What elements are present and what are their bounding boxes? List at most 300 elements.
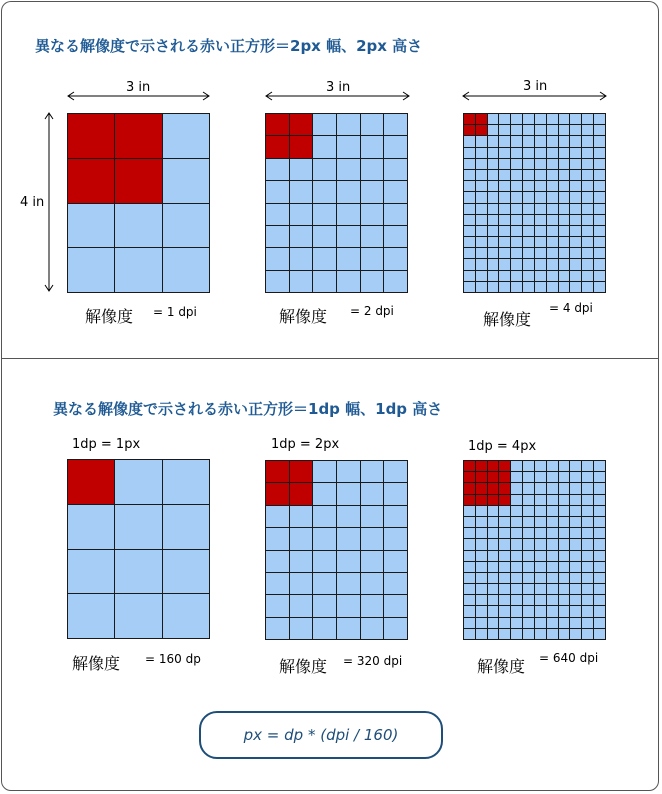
pixel-blue: [290, 595, 313, 616]
pixel-blue: [337, 551, 360, 572]
pixel-blue: [570, 148, 581, 158]
pixel-blue: [547, 551, 558, 561]
pixel-red: [464, 125, 475, 135]
formula-box: [199, 711, 443, 759]
pixel-red: [488, 461, 499, 471]
pixel-blue: [476, 528, 487, 538]
pixel-blue: [384, 595, 407, 616]
pixel-blue: [511, 606, 522, 616]
pixel-blue: [384, 226, 407, 247]
pixel-blue: [559, 181, 570, 191]
pixel-blue: [535, 170, 546, 180]
width-label-1: 3 in: [126, 80, 151, 95]
pixel-blue: [384, 551, 407, 572]
pixel-red: [488, 483, 499, 493]
pixel-red: [68, 460, 114, 504]
pixel-blue: [488, 606, 499, 616]
pixel-blue: [594, 472, 605, 482]
pixel-blue: [488, 125, 499, 135]
pixel-blue: [523, 170, 534, 180]
pixel-blue: [499, 215, 510, 225]
pixel-blue: [499, 204, 510, 214]
pixel-blue: [488, 181, 499, 191]
pixel-blue: [559, 170, 570, 180]
pixel-blue: [582, 282, 593, 292]
pixel-blue: [464, 282, 475, 292]
pixel-blue: [559, 461, 570, 471]
pixel-blue: [523, 528, 534, 538]
pixel-blue: [594, 125, 605, 135]
pixel-blue: [499, 517, 510, 527]
dpi-label-4: = 160 dp: [145, 652, 201, 666]
pixel-blue: [361, 506, 384, 527]
pixel-blue: [499, 248, 510, 258]
pixel-blue: [559, 472, 570, 482]
pixel-blue: [266, 528, 289, 549]
pixel-blue: [559, 584, 570, 594]
pixel-blue: [488, 506, 499, 516]
pixel-blue: [266, 551, 289, 572]
pixel-blue: [499, 282, 510, 292]
pixel-blue: [337, 271, 360, 292]
pixel-blue: [476, 517, 487, 527]
pixel-red: [464, 461, 475, 471]
pixel-blue: [290, 506, 313, 527]
pixel-blue: [594, 271, 605, 281]
pixel-blue: [361, 136, 384, 157]
pixel-blue: [535, 282, 546, 292]
pixel-blue: [594, 506, 605, 516]
pixel-blue: [511, 472, 522, 482]
pixel-blue: [582, 483, 593, 493]
pixel-blue: [361, 114, 384, 135]
pixel-blue: [582, 148, 593, 158]
pixel-blue: [582, 584, 593, 594]
pixel-blue: [559, 528, 570, 538]
pixel-blue: [570, 259, 581, 269]
pixel-blue: [594, 114, 605, 124]
pixel-blue: [464, 136, 475, 146]
pixel-blue: [559, 517, 570, 527]
resolution-word-2: 解像度: [279, 307, 328, 326]
pixel-blue: [511, 248, 522, 258]
pixel-blue: [488, 584, 499, 594]
pixel-blue: [559, 114, 570, 124]
pixel-blue: [582, 606, 593, 616]
resolution-word-1: 解像度: [85, 307, 134, 326]
pixel-blue: [361, 248, 384, 269]
pixel-blue: [570, 204, 581, 214]
pixel-blue: [361, 595, 384, 616]
pixel-blue: [476, 282, 487, 292]
pixel-blue: [523, 472, 534, 482]
pixel-blue: [361, 181, 384, 202]
pixel-blue: [582, 226, 593, 236]
pixel-blue: [290, 226, 313, 247]
pixel-red: [290, 461, 313, 482]
pixel-blue: [476, 215, 487, 225]
pixel-blue: [523, 483, 534, 493]
pixel-blue: [547, 517, 558, 527]
width-label-2: 3 in: [326, 80, 351, 95]
pixel-blue: [384, 114, 407, 135]
pixel-blue: [582, 472, 593, 482]
pixel-blue: [511, 551, 522, 561]
pixel-red: [266, 461, 289, 482]
pixel-blue: [570, 136, 581, 146]
pixel-blue: [476, 237, 487, 247]
pixel-blue: [361, 551, 384, 572]
pixel-blue: [163, 114, 209, 158]
pixel-red: [476, 125, 487, 135]
pixel-blue: [523, 215, 534, 225]
pixel-red: [290, 483, 313, 504]
pixel-blue: [594, 204, 605, 214]
pixel-blue: [511, 159, 522, 169]
pixel-blue: [290, 528, 313, 549]
pixel-blue: [594, 148, 605, 158]
pixel-blue: [582, 248, 593, 258]
pixel-blue: [313, 551, 336, 572]
pixel-blue: [361, 271, 384, 292]
pixel-blue: [523, 629, 534, 639]
pixel-blue: [488, 629, 499, 639]
pixel-blue: [523, 461, 534, 471]
pixel-blue: [511, 170, 522, 180]
pixel-red: [499, 483, 510, 493]
pixel-blue: [476, 170, 487, 180]
pixel-blue: [476, 562, 487, 572]
pixel-blue: [511, 259, 522, 269]
pixel-blue: [476, 192, 487, 202]
pixel-blue: [499, 271, 510, 281]
pixel-blue: [559, 148, 570, 158]
pixel-blue: [570, 125, 581, 135]
pixel-blue: [594, 215, 605, 225]
pixel-blue: [547, 282, 558, 292]
pixel-blue: [313, 159, 336, 180]
pixel-blue: [559, 606, 570, 616]
pixel-blue: [535, 472, 546, 482]
pixel-blue: [523, 551, 534, 561]
pixel-blue: [582, 271, 593, 281]
grid-160dpi: [67, 459, 210, 639]
pixel-blue: [594, 159, 605, 169]
pixel-blue: [313, 573, 336, 594]
pixel-blue: [313, 528, 336, 549]
pixel-blue: [361, 461, 384, 482]
pixel-blue: [511, 539, 522, 549]
pixel-blue: [266, 573, 289, 594]
pixel-blue: [337, 226, 360, 247]
pixel-blue: [499, 606, 510, 616]
pixel-blue: [68, 594, 114, 638]
resolution-word-4: 解像度: [72, 654, 121, 673]
pixel-blue: [488, 562, 499, 572]
pixel-blue: [488, 282, 499, 292]
pixel-blue: [547, 125, 558, 135]
pixel-blue: [313, 226, 336, 247]
pixel-blue: [266, 226, 289, 247]
pixel-blue: [559, 573, 570, 583]
pixel-blue: [559, 483, 570, 493]
pixel-blue: [535, 595, 546, 605]
pixel-blue: [582, 136, 593, 146]
pixel-blue: [511, 528, 522, 538]
pixel-blue: [163, 204, 209, 248]
pixel-blue: [499, 539, 510, 549]
pixel-blue: [499, 170, 510, 180]
pixel-blue: [499, 528, 510, 538]
pixel-blue: [476, 248, 487, 258]
pixel-blue: [547, 271, 558, 281]
pixel-red: [476, 483, 487, 493]
pixel-blue: [535, 618, 546, 628]
pixel-blue: [535, 562, 546, 572]
pixel-blue: [511, 114, 522, 124]
pixel-blue: [476, 181, 487, 191]
pixel-blue: [337, 248, 360, 269]
pixel-blue: [488, 551, 499, 561]
pixel-blue: [266, 159, 289, 180]
pixel-blue: [464, 271, 475, 281]
pixel-blue: [582, 170, 593, 180]
pixel-blue: [535, 506, 546, 516]
pixel-blue: [523, 192, 534, 202]
pixel-blue: [115, 594, 161, 638]
pixel-blue: [570, 114, 581, 124]
pixel-blue: [313, 271, 336, 292]
pixel-blue: [488, 271, 499, 281]
pixel-blue: [384, 159, 407, 180]
pixel-blue: [266, 595, 289, 616]
pixel-blue: [499, 584, 510, 594]
pixel-blue: [594, 573, 605, 583]
pixel-blue: [559, 495, 570, 505]
pixel-blue: [384, 506, 407, 527]
pixel-blue: [361, 483, 384, 504]
pixel-blue: [582, 181, 593, 191]
pixel-blue: [547, 595, 558, 605]
pixel-blue: [464, 215, 475, 225]
pixel-red: [266, 483, 289, 504]
pixel-blue: [488, 573, 499, 583]
pixel-blue: [535, 215, 546, 225]
pixel-blue: [361, 204, 384, 225]
pixel-blue: [559, 629, 570, 639]
pixel-blue: [266, 181, 289, 202]
pixel-blue: [499, 114, 510, 124]
pixel-blue: [535, 204, 546, 214]
pixel-blue: [535, 148, 546, 158]
pixel-blue: [476, 136, 487, 146]
pixel-blue: [523, 204, 534, 214]
pixel-blue: [476, 584, 487, 594]
pixel-blue: [547, 539, 558, 549]
pixel-blue: [547, 528, 558, 538]
pixel-blue: [535, 259, 546, 269]
top-title: 異なる解像度で示される赤い正方形＝2px 幅、2px 高さ: [35, 37, 423, 55]
pixel-blue: [499, 618, 510, 628]
pixel-blue: [582, 539, 593, 549]
pixel-blue: [488, 215, 499, 225]
pixel-blue: [570, 517, 581, 527]
pixel-blue: [582, 204, 593, 214]
pixel-blue: [476, 226, 487, 236]
pixel-blue: [115, 204, 161, 248]
pixel-blue: [464, 204, 475, 214]
pixel-blue: [547, 461, 558, 471]
pixel-red: [266, 136, 289, 157]
pixel-blue: [570, 562, 581, 572]
pixel-blue: [582, 517, 593, 527]
pixel-red: [476, 495, 487, 505]
pixel-blue: [547, 148, 558, 158]
pixel-blue: [337, 204, 360, 225]
pixel-blue: [464, 517, 475, 527]
pixel-blue: [384, 248, 407, 269]
ratio-label-3: 1dp = 4px: [468, 439, 537, 454]
pixel-blue: [594, 282, 605, 292]
pixel-blue: [511, 629, 522, 639]
pixel-blue: [559, 136, 570, 146]
pixel-blue: [570, 271, 581, 281]
pixel-blue: [547, 159, 558, 169]
pixel-blue: [488, 192, 499, 202]
pixel-blue: [290, 618, 313, 639]
pixel-blue: [464, 618, 475, 628]
pixel-blue: [313, 181, 336, 202]
pixel-blue: [523, 136, 534, 146]
pixel-blue: [570, 226, 581, 236]
pixel-blue: [547, 192, 558, 202]
pixel-blue: [559, 539, 570, 549]
pixel-blue: [511, 237, 522, 247]
height-arrow: [43, 112, 55, 292]
pixel-red: [290, 114, 313, 135]
pixel-blue: [290, 204, 313, 225]
ratio-label-2: 1dp = 2px: [271, 437, 340, 452]
pixel-blue: [582, 595, 593, 605]
pixel-blue: [547, 483, 558, 493]
pixel-blue: [313, 204, 336, 225]
pixel-blue: [384, 461, 407, 482]
pixel-red: [290, 136, 313, 157]
pixel-blue: [163, 159, 209, 203]
pixel-blue: [570, 495, 581, 505]
pixel-blue: [313, 461, 336, 482]
pixel-blue: [476, 618, 487, 628]
pixel-blue: [523, 539, 534, 549]
pixel-blue: [594, 562, 605, 572]
pixel-blue: [290, 551, 313, 572]
pixel-blue: [570, 282, 581, 292]
pixel-blue: [464, 192, 475, 202]
pixel-blue: [499, 159, 510, 169]
pixel-blue: [476, 506, 487, 516]
pixel-blue: [290, 248, 313, 269]
pixel-blue: [68, 248, 114, 292]
pixel-blue: [535, 539, 546, 549]
pixel-blue: [559, 192, 570, 202]
pixel-blue: [547, 573, 558, 583]
pixel-blue: [523, 562, 534, 572]
pixel-blue: [337, 483, 360, 504]
pixel-blue: [163, 505, 209, 549]
dpi-label-6: = 640 dpi: [539, 651, 599, 665]
pixel-blue: [594, 618, 605, 628]
pixel-blue: [582, 573, 593, 583]
pixel-blue: [535, 483, 546, 493]
pixel-blue: [464, 259, 475, 269]
pixel-blue: [313, 248, 336, 269]
pixel-blue: [488, 170, 499, 180]
pixel-blue: [582, 506, 593, 516]
pixel-blue: [535, 248, 546, 258]
pixel-blue: [582, 114, 593, 124]
pixel-blue: [488, 237, 499, 247]
pixel-blue: [523, 584, 534, 594]
pixel-blue: [464, 181, 475, 191]
pixel-blue: [488, 226, 499, 236]
pixel-blue: [499, 192, 510, 202]
pixel-blue: [115, 460, 161, 504]
pixel-blue: [511, 506, 522, 516]
pixel-blue: [313, 114, 336, 135]
pixel-blue: [535, 551, 546, 561]
pixel-red: [464, 483, 475, 493]
pixel-blue: [476, 204, 487, 214]
pixel-blue: [476, 271, 487, 281]
pixel-blue: [361, 226, 384, 247]
pixel-blue: [570, 472, 581, 482]
pixel-blue: [582, 461, 593, 471]
pixel-red: [464, 472, 475, 482]
pixel-blue: [559, 282, 570, 292]
pixel-blue: [570, 192, 581, 202]
pixel-blue: [570, 483, 581, 493]
pixel-blue: [499, 551, 510, 561]
pixel-blue: [499, 506, 510, 516]
pixel-blue: [115, 248, 161, 292]
pixel-blue: [290, 271, 313, 292]
pixel-blue: [559, 204, 570, 214]
pixel-blue: [464, 506, 475, 516]
pixel-red: [476, 114, 487, 124]
pixel-red: [115, 159, 161, 203]
pixel-blue: [511, 517, 522, 527]
pixel-blue: [384, 271, 407, 292]
pixel-blue: [523, 159, 534, 169]
pixel-blue: [547, 495, 558, 505]
pixel-blue: [488, 136, 499, 146]
pixel-blue: [559, 562, 570, 572]
pixel-blue: [511, 181, 522, 191]
pixel-blue: [488, 248, 499, 258]
pixel-blue: [594, 483, 605, 493]
pixel-blue: [559, 618, 570, 628]
pixel-blue: [535, 629, 546, 639]
pixel-blue: [511, 595, 522, 605]
pixel-blue: [559, 595, 570, 605]
pixel-blue: [511, 562, 522, 572]
pixel-blue: [464, 170, 475, 180]
pixel-blue: [594, 584, 605, 594]
pixel-blue: [594, 259, 605, 269]
pixel-blue: [547, 584, 558, 594]
pixel-blue: [523, 237, 534, 247]
pixel-blue: [570, 461, 581, 471]
